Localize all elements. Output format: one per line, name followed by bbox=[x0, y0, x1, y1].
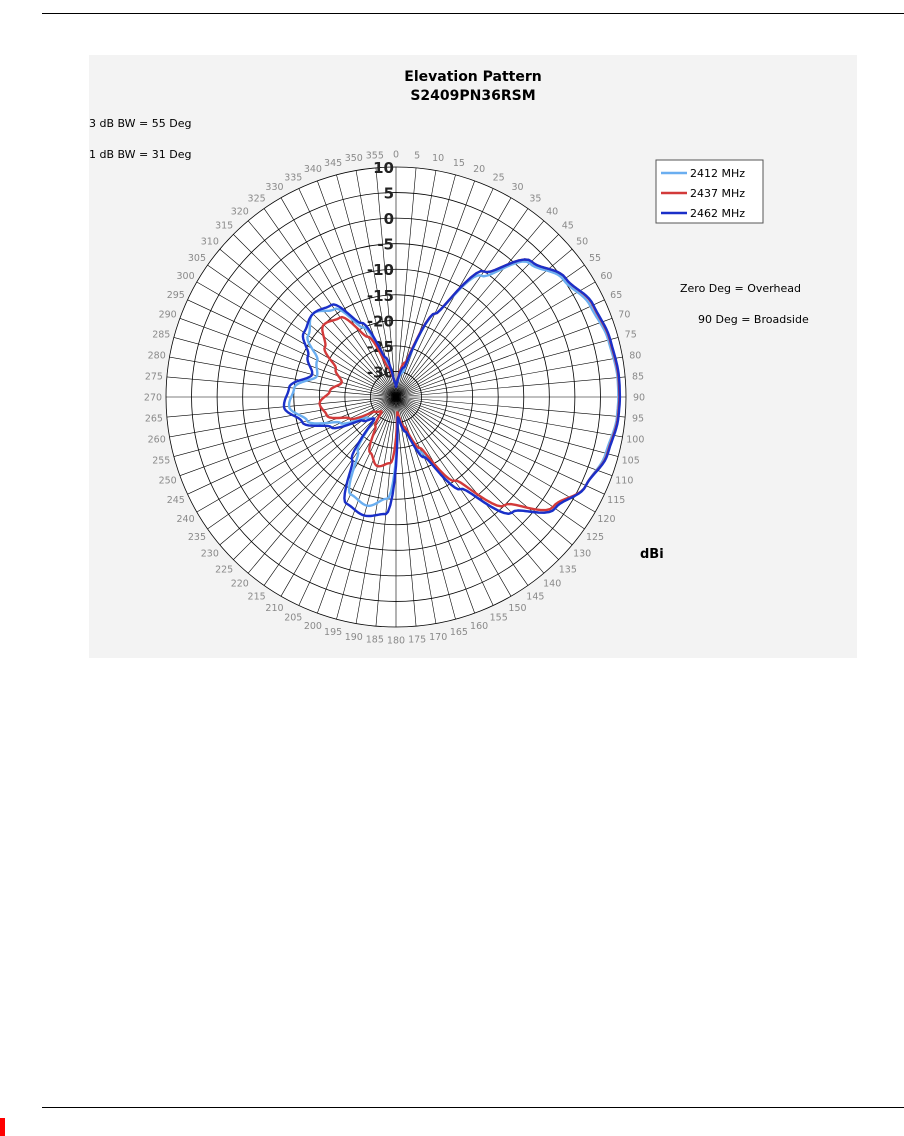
angle-tick-label: 30 bbox=[511, 182, 524, 194]
polar-chart-svg bbox=[89, 55, 857, 658]
bottom-rule bbox=[42, 1107, 904, 1108]
angle-tick-label: 295 bbox=[166, 289, 185, 301]
angle-tick-label: 255 bbox=[152, 455, 171, 467]
angle-tick-label: 140 bbox=[543, 578, 562, 590]
legend bbox=[656, 160, 763, 223]
angle-tick-label: 225 bbox=[215, 564, 234, 576]
legend-label: 2412 MHz bbox=[690, 167, 746, 180]
angle-tick-label: 220 bbox=[230, 578, 249, 590]
angle-tick-label: 120 bbox=[597, 514, 616, 525]
angle-tick-label: 75 bbox=[624, 329, 637, 341]
angle-tick-label: 85 bbox=[632, 371, 645, 383]
annotation-1db-bw: 1 dB BW = 31 Deg bbox=[89, 148, 192, 161]
angle-tick-label: 55 bbox=[589, 253, 602, 265]
radial-tick-label: -5 bbox=[377, 235, 394, 254]
angle-tick-label: 280 bbox=[147, 350, 166, 362]
angle-tick-label: 45 bbox=[561, 220, 574, 232]
angle-tick-label: 10 bbox=[432, 153, 445, 165]
angle-tick-label: 310 bbox=[200, 236, 219, 248]
angle-tick-label: 170 bbox=[429, 631, 448, 643]
angle-tick-label: 200 bbox=[303, 620, 322, 632]
angle-tick-label: 165 bbox=[449, 627, 468, 639]
angle-tick-label: 25 bbox=[492, 172, 505, 184]
angle-tick-label: 245 bbox=[166, 495, 185, 507]
angle-tick-label: 20 bbox=[473, 164, 486, 176]
angle-tick-label: 105 bbox=[621, 455, 640, 467]
angle-tick-label: 135 bbox=[558, 564, 577, 576]
legend-label: 2462 MHz bbox=[690, 207, 746, 220]
angle-tick-label: 50 bbox=[576, 236, 589, 248]
angle-tick-label: 250 bbox=[158, 475, 177, 487]
angle-tick-label: 115 bbox=[607, 495, 626, 507]
angle-tick-label: 130 bbox=[573, 548, 592, 560]
annotation-zero-deg: Zero Deg = Overhead bbox=[680, 282, 801, 295]
angle-tick-label: 175 bbox=[408, 634, 427, 646]
page-marker bbox=[0, 1118, 5, 1136]
angle-tick-label: 155 bbox=[489, 612, 508, 624]
angle-tick-label: 35 bbox=[529, 193, 542, 205]
angle-tick-label: 345 bbox=[324, 157, 343, 169]
radial-tick-label: -10 bbox=[366, 261, 394, 280]
angle-tick-label: 195 bbox=[324, 627, 343, 639]
chart-title: Elevation Pattern bbox=[404, 69, 542, 85]
angle-tick-label: 185 bbox=[365, 634, 384, 646]
angle-tick-label: 160 bbox=[470, 620, 489, 632]
angle-tick-label: 0 bbox=[392, 149, 400, 161]
angle-tick-label: 240 bbox=[176, 514, 195, 525]
angle-tick-label: 290 bbox=[158, 309, 177, 321]
annotation-ninety-deg: 90 Deg = Broadside bbox=[698, 313, 809, 326]
angle-tick-label: 270 bbox=[143, 392, 163, 404]
angle-tick-label: 90 bbox=[632, 392, 646, 404]
angle-tick-label: 330 bbox=[265, 182, 284, 194]
angle-tick-label: 355 bbox=[365, 150, 384, 162]
angle-tick-label: 95 bbox=[632, 413, 645, 425]
legend-label: 2437 MHz bbox=[690, 187, 746, 200]
angle-tick-label: 320 bbox=[230, 206, 249, 218]
angle-tick-label: 315 bbox=[215, 220, 234, 232]
angle-tick-label: 190 bbox=[344, 631, 363, 643]
angle-tick-label: 180 bbox=[386, 635, 406, 647]
angle-tick-label: 335 bbox=[284, 172, 303, 184]
polar-chart bbox=[89, 55, 857, 658]
angle-tick-label: 350 bbox=[344, 153, 363, 165]
angle-tick-label: 260 bbox=[147, 434, 166, 446]
angle-tick-label: 65 bbox=[610, 289, 623, 301]
angle-tick-label: 340 bbox=[303, 164, 322, 176]
angle-tick-label: 265 bbox=[144, 413, 163, 425]
angle-tick-label: 285 bbox=[152, 329, 171, 341]
unit-label: dBi bbox=[640, 547, 664, 562]
radial-tick-label: -15 bbox=[366, 286, 394, 305]
angle-tick-label: 205 bbox=[284, 612, 303, 624]
angle-tick-label: 305 bbox=[187, 253, 207, 265]
angle-tick-label: 215 bbox=[247, 591, 266, 603]
angle-tick-label: 325 bbox=[247, 193, 266, 205]
top-rule bbox=[42, 13, 904, 14]
angle-tick-label: 230 bbox=[200, 548, 219, 560]
angle-tick-label: 300 bbox=[176, 271, 195, 282]
radial-tick-label: 10 bbox=[373, 159, 394, 177]
angle-tick-label: 80 bbox=[629, 350, 642, 362]
angle-tick-label: 150 bbox=[508, 602, 527, 614]
radial-tick-label: 0 bbox=[383, 210, 394, 229]
angle-tick-label: 15 bbox=[452, 157, 465, 169]
angle-tick-label: 235 bbox=[187, 531, 207, 543]
angle-tick-label: 70 bbox=[618, 309, 631, 321]
annotation-3db-bw: 3 dB BW = 55 Deg bbox=[89, 117, 192, 130]
angle-tick-label: 110 bbox=[615, 475, 634, 487]
angle-tick-label: 145 bbox=[526, 591, 545, 603]
angle-tick-label: 125 bbox=[585, 531, 605, 543]
angle-tick-label: 210 bbox=[265, 602, 284, 614]
angle-tick-label: 5 bbox=[414, 150, 421, 162]
angle-tick-label: 100 bbox=[626, 434, 645, 446]
angle-tick-label: 60 bbox=[600, 271, 613, 282]
angle-tick-label: 40 bbox=[546, 206, 559, 218]
polar-grid bbox=[166, 167, 626, 627]
chart-subtitle: S2409PN36RSM bbox=[410, 88, 536, 104]
radial-tick-label: -30 bbox=[366, 363, 394, 382]
radial-tick-label: -25 bbox=[366, 337, 394, 356]
radial-tick-label: 5 bbox=[383, 184, 394, 203]
radial-tick-label: -20 bbox=[366, 312, 394, 331]
angle-tick-label: 275 bbox=[144, 371, 163, 383]
